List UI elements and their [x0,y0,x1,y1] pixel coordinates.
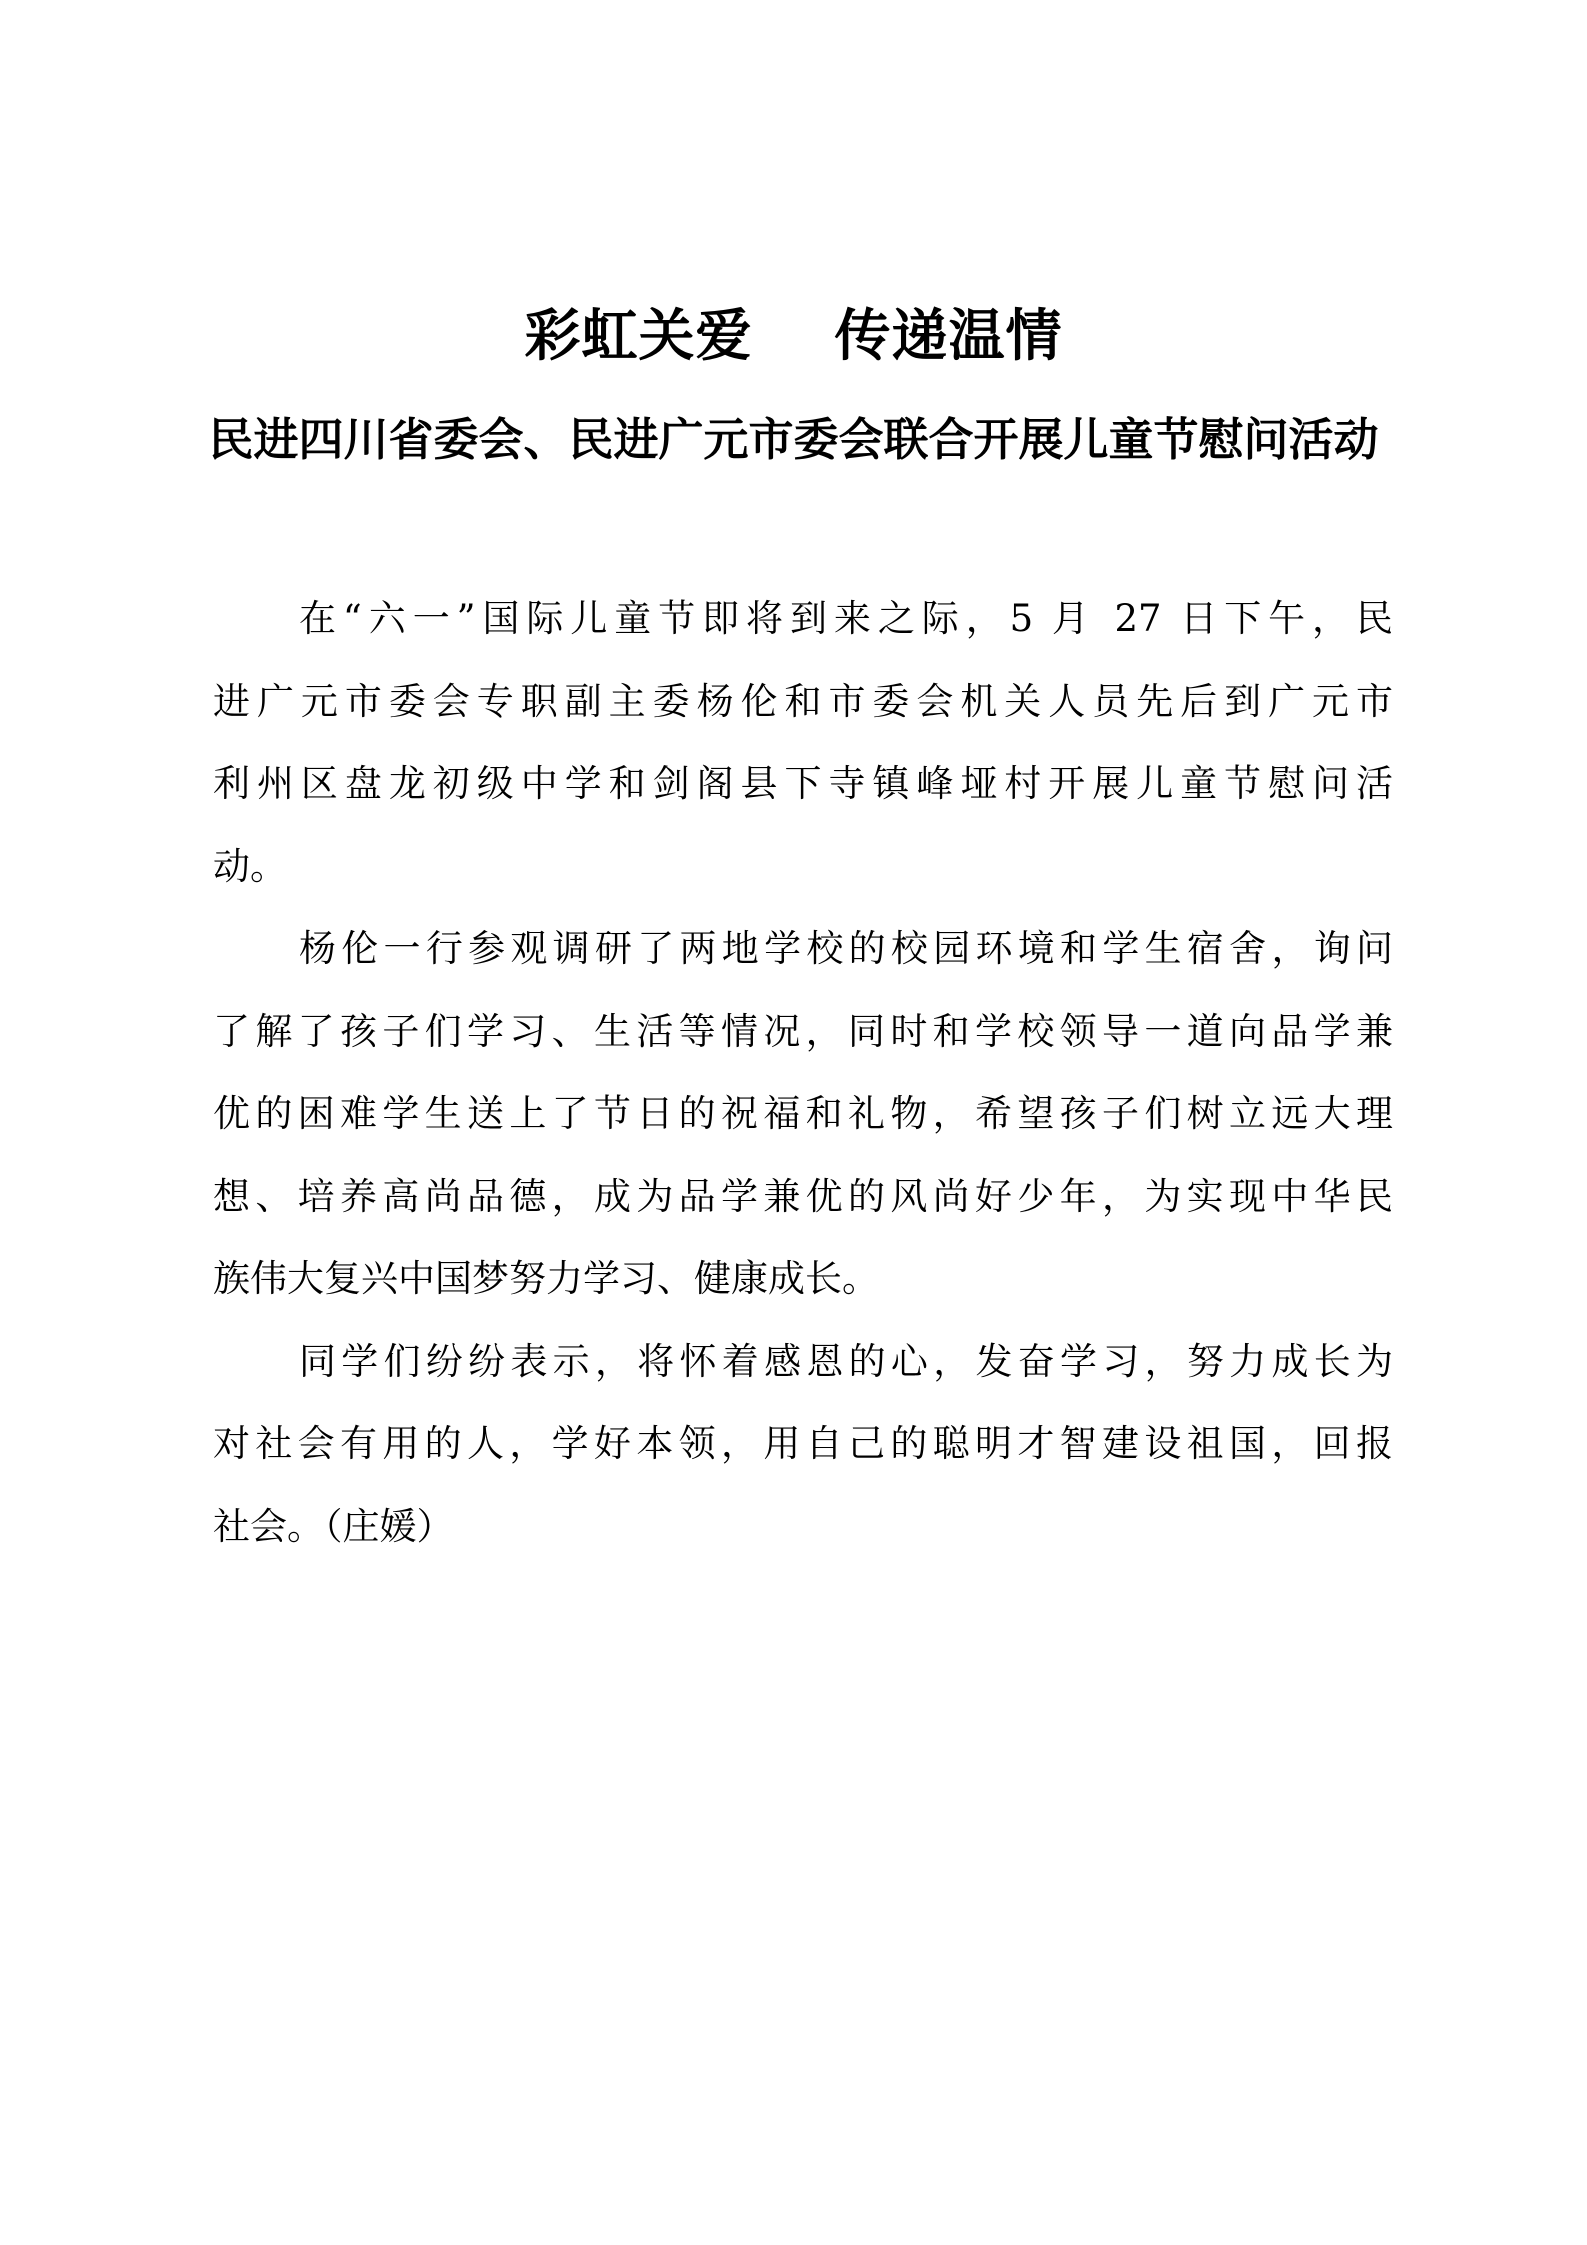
paragraph-line: 利州区盘龙初级中学和剑阁县下寺镇峰垭村开展儿童节慰问活 [213,762,1393,805]
paragraph-line: 进广元市委会专职副主委杨伦和市委会机关人员先后到广元市 [213,679,1393,723]
paragraph-line: 动。 [213,844,287,888]
paragraph-line: 对社会有用的人，学好本领，用自己的聪明才智建设祖国，回报 [213,1422,1393,1465]
page-title: 彩虹关爱 传递温情 [524,303,1063,369]
paragraph-line: 在“六一”国际儿童节即将到来之际，5 月 27 日下午，民 [299,597,1393,640]
paragraph-line: 想、培养高尚品德，成为品学兼优的风尚好少年，为实现中华民 [213,1174,1393,1218]
paragraph-1 [213,578,1393,908]
paragraph-3 [213,1321,1393,1569]
page-subtitle: 民进四川省委会、民进广元市委会联合开展儿童节慰问活动 [208,413,1379,466]
paragraph-line: 了解了孩子们学习、生活等情况，同时和学校领导一道向品学兼 [213,1009,1393,1053]
article-body [213,578,1393,1568]
paragraph-line: 优的困难学生送上了节日的祝福和礼物，希望孩子们树立远大理 [213,1092,1393,1135]
paragraph-line: 社会。（庄媛） [213,1504,454,1548]
paragraph-line: 杨伦一行参观调研了两地学校的校园环境和学生宿舍，询问 [299,927,1393,970]
paragraph-2 [213,908,1393,1321]
paragraph-line: 同学们纷纷表示，将怀着感恩的心，发奋学习，努力成长为 [299,1339,1393,1383]
paragraph-line: 族伟大复兴中国梦努力学习、健康成长。 [213,1257,879,1300]
